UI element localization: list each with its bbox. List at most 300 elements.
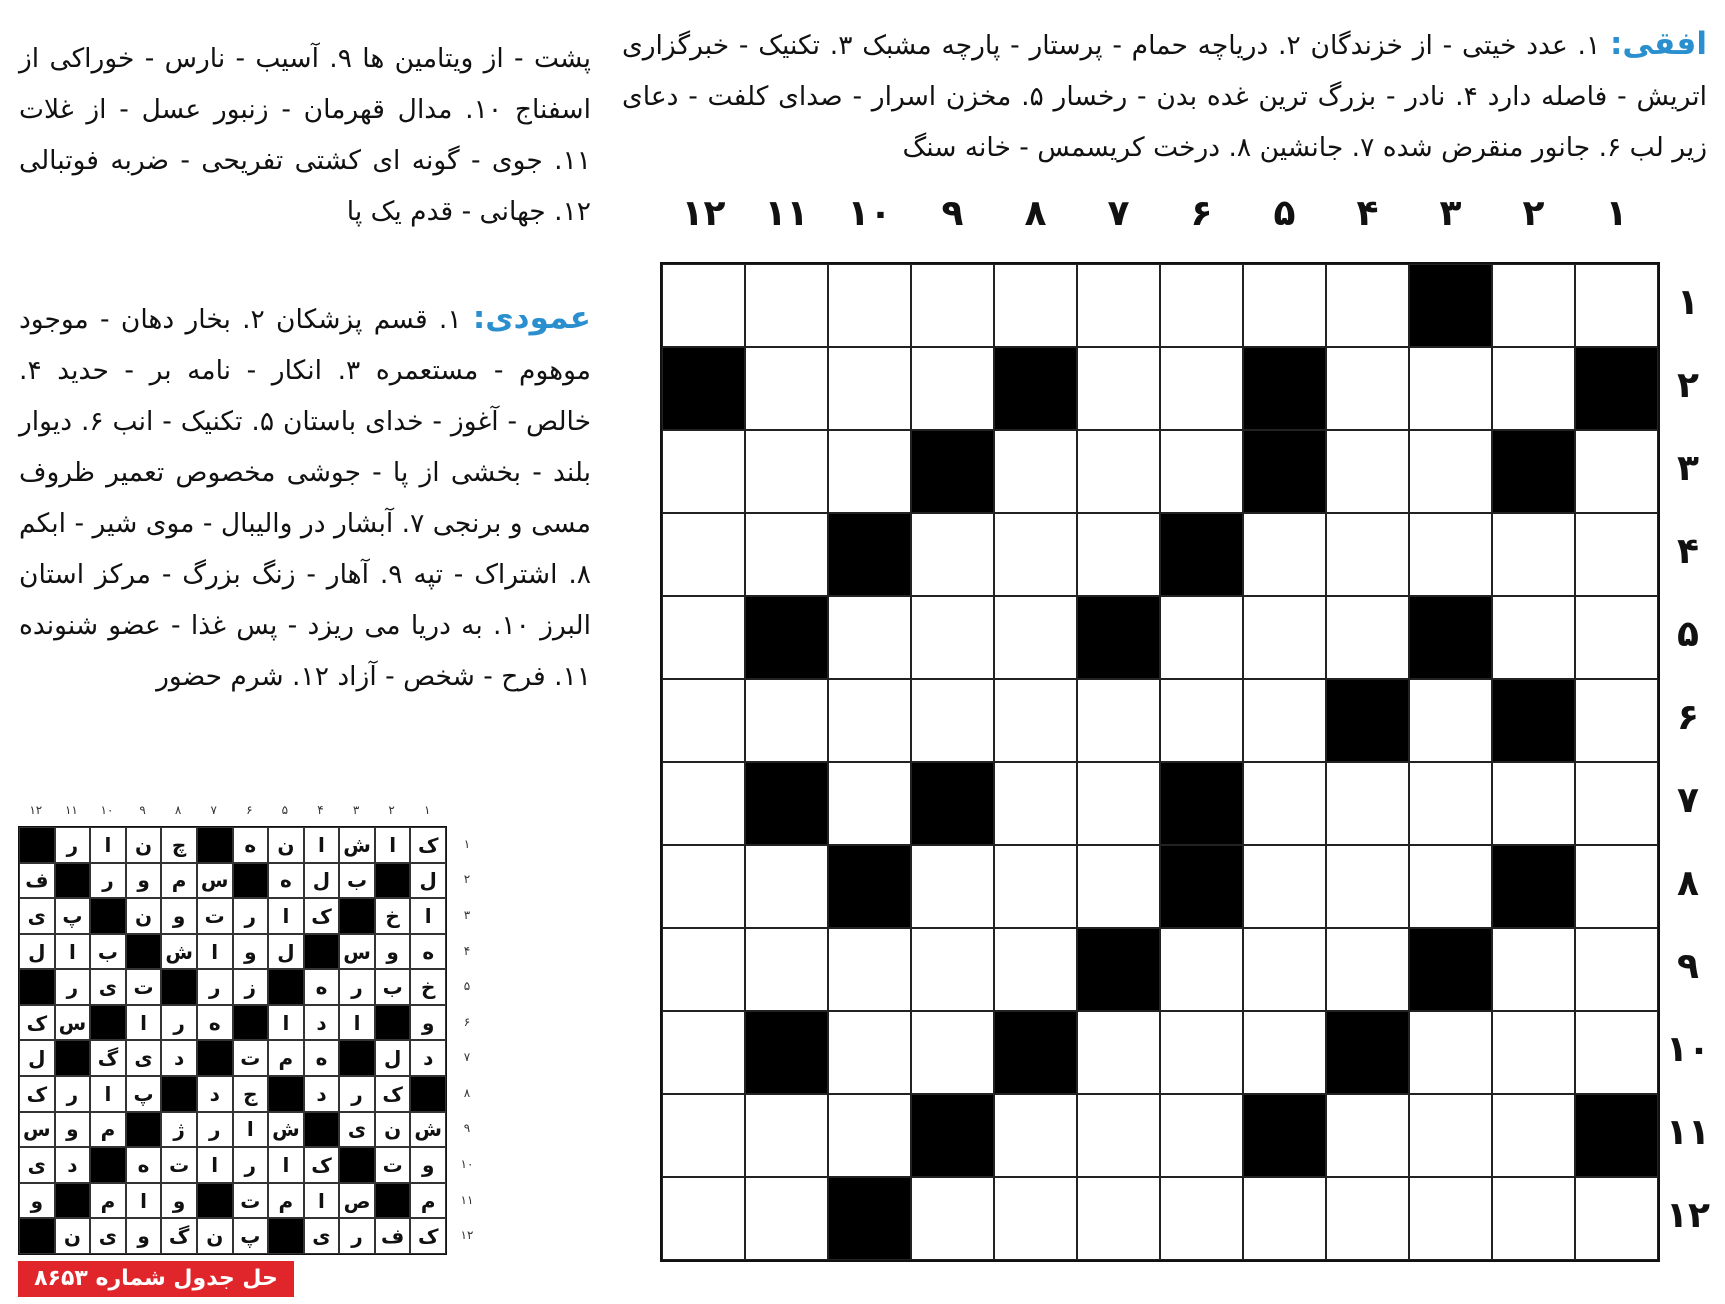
solution-cell: م (268, 1040, 304, 1076)
row-number: ۵ (1677, 614, 1699, 655)
solution-cell: د (304, 1005, 340, 1041)
solution-cell: م (410, 1183, 446, 1219)
solution-cell: ا (268, 898, 304, 934)
row-number: ۷ (1677, 780, 1699, 821)
solution-cell: گ (161, 1218, 197, 1254)
black-cell (911, 1094, 994, 1177)
solution-row-number: ۳ (463, 907, 471, 922)
grid-cell[interactable] (911, 845, 994, 928)
solution-cell: ک (410, 1218, 446, 1254)
black-cell (745, 596, 828, 679)
solution-column-number: ۱ (423, 803, 431, 817)
grid-cell[interactable] (662, 1094, 745, 1177)
grid-cell[interactable] (994, 1177, 1077, 1260)
solution-cell: و (126, 863, 162, 899)
across-clues (622, 19, 1707, 173)
black-cell (1326, 679, 1409, 762)
black-cell (1409, 928, 1492, 1011)
grid-cell[interactable] (1575, 1011, 1658, 1094)
solution-cell: ت (126, 969, 162, 1005)
grid-cell[interactable] (745, 513, 828, 596)
grid-cell[interactable] (1575, 845, 1658, 928)
column-number: ۵ (1273, 193, 1296, 234)
solution-cell: و (161, 1183, 197, 1219)
solution-black-cell (90, 898, 126, 934)
row-number: ۱۱ (1666, 1112, 1710, 1153)
grid-cell[interactable] (1243, 928, 1326, 1011)
solution-column-number: ۸ (174, 803, 182, 817)
grid-cell[interactable] (994, 845, 1077, 928)
column-number: ۱۱ (764, 193, 809, 234)
solution-row-number: ۲ (463, 872, 471, 887)
grid-cell[interactable] (1409, 1177, 1492, 1260)
grid-cell[interactable] (1409, 845, 1492, 928)
grid-cell[interactable] (828, 264, 911, 347)
solution-cell: ر (233, 1147, 269, 1183)
solution-cell: و (55, 1112, 91, 1148)
grid-cell[interactable] (1077, 264, 1160, 347)
grid-cell[interactable] (1160, 1094, 1243, 1177)
grid-cell[interactable] (1409, 762, 1492, 845)
down-text: ۱. قسم پزشکان ۲. بخار دهان - موجود موهوم - مستعمره ۳. انکار - نامه بر - حدید ۴. خالص - آغوز - خدای باستان ۵. تکنیک - انب ۶. دیوار بلند - بخشی از پا - جوشی مخصوص تعمیر ظروف مسی و برنجی ۷. آبشار در والیبال - موی شیر - ابکم ۸. اشتراک - تپه ۹. آهار - زنگ بزرگ - مرکز استان البرز ۱۰. به دریا می ریزد - پس غذا - عضو شنونده ۱۱. فرح - شخص - آزاد ۱۲. شرم حضور (19, 304, 592, 692)
grid-cell[interactable] (1160, 1177, 1243, 1260)
solution-column-number: ۱۲ (29, 803, 43, 817)
solution-cell: ا (233, 1112, 269, 1148)
grid-cell[interactable] (1575, 679, 1658, 762)
solution-black-cell (126, 934, 162, 970)
solution-cell: ک (304, 898, 340, 934)
across-text: ۱. عدد خیتی - از خزندگان ۲. دریاچه حمام - پرستار - پارچه مشبک ۳. تکنیک - خبرگزاری اتریش - فاصله دارد ۴. نادر - بزرگ ترین غده بدن - رخسار ۵. مخزن اسرار - صدای کلفت - دعای زیر لب ۶. جانور منقرض شده ۷. جانشین ۸. درخت کریسمس - خانه سنگ (622, 30, 1707, 163)
solution-black-cell (55, 863, 91, 899)
solution-cell: ن (197, 1218, 233, 1254)
solution-row-number: ۸ (463, 1085, 471, 1100)
black-cell (1409, 596, 1492, 679)
solution-cell: ا (55, 934, 91, 970)
black-cell (911, 762, 994, 845)
grid-cell[interactable] (1077, 1177, 1160, 1260)
black-cell (828, 513, 911, 596)
solution-cell: ا (339, 1005, 375, 1041)
solution-cell: ی (90, 1218, 126, 1254)
solution-cell: ج (233, 1076, 269, 1112)
grid-cell[interactable] (1575, 596, 1658, 679)
solution-cell: ل (19, 934, 55, 970)
solution-black-cell (55, 1040, 91, 1076)
across-clues-continued: پشت - از ویتامین ها ۹. آسیب - نارس - خوراکی از اسفناج ۱۰. مدال قهرمان - زنبور عسل - از غلات ۱۱. جوی - گونه ای کشتی تفریحی - ضربه فوتبالی ۱۲. جهانی - قدم یک پا (19, 43, 591, 227)
solution-column-number: ۷ (210, 803, 217, 817)
grid-cell[interactable] (994, 762, 1077, 845)
grid-cell[interactable] (1160, 679, 1243, 762)
solution-cell: ن (126, 898, 162, 934)
grid-cell[interactable] (1326, 596, 1409, 679)
solution-cell: خ (375, 898, 411, 934)
column-number: ۹ (941, 193, 964, 234)
grid-cell[interactable] (1492, 1177, 1575, 1260)
solution-column-number: ۶ (246, 803, 253, 817)
grid-cell[interactable] (1575, 513, 1658, 596)
solution-black-cell (55, 1183, 91, 1219)
solution-cell: ف (375, 1218, 411, 1254)
solution-cell: ک (375, 1076, 411, 1112)
black-cell (662, 347, 745, 430)
black-cell (1409, 264, 1492, 347)
solution-cell: ب (90, 934, 126, 970)
solution-black-cell (268, 969, 304, 1005)
solution-cell: و (161, 898, 197, 934)
grid-cell[interactable] (662, 762, 745, 845)
solution-cell: ل (19, 1040, 55, 1076)
grid-cell[interactable] (1575, 762, 1658, 845)
grid-cell[interactable] (1243, 845, 1326, 928)
grid-cell[interactable] (1492, 596, 1575, 679)
row-number: ۴ (1677, 531, 1699, 572)
solution-cell: ا (90, 1076, 126, 1112)
grid-cell[interactable] (1409, 679, 1492, 762)
solution-row-number: ۱۱ (460, 1192, 474, 1207)
solution-cell: و (233, 934, 269, 970)
grid-cell[interactable] (994, 513, 1077, 596)
grid-cell[interactable] (1326, 430, 1409, 513)
grid-cell[interactable] (1077, 1094, 1160, 1177)
grid-cell[interactable] (1575, 264, 1658, 347)
solution-cell: گ (90, 1040, 126, 1076)
solution-cell: ک (19, 1005, 55, 1041)
solution-black-cell (375, 1183, 411, 1219)
solution-black-cell (410, 1076, 446, 1112)
grid-cell[interactable] (828, 596, 911, 679)
black-cell (828, 845, 911, 928)
black-cell (1326, 1011, 1409, 1094)
solution-cell: ن (55, 1218, 91, 1254)
solution-cell: ر (55, 1076, 91, 1112)
grid-cell[interactable] (1243, 264, 1326, 347)
solution-column-number: ۱۱ (64, 803, 78, 817)
grid-cell[interactable] (1492, 264, 1575, 347)
grid-cell[interactable] (1326, 845, 1409, 928)
solution-cell: ی (339, 1112, 375, 1148)
column-number: ۲ (1522, 193, 1545, 234)
solution-black-cell (161, 969, 197, 1005)
grid-cell[interactable] (1077, 845, 1160, 928)
grid-cell[interactable] (1326, 513, 1409, 596)
grid-cell[interactable] (1160, 596, 1243, 679)
grid-cell[interactable] (1160, 430, 1243, 513)
solution-cell: د (410, 1040, 446, 1076)
solution-label: حل جدول شماره ۸۶۵۳ (18, 1261, 294, 1297)
solution-cell: ر (161, 1005, 197, 1041)
solution-cell: پ (55, 898, 91, 934)
solution-cell: س (339, 934, 375, 970)
grid-cell[interactable] (1409, 347, 1492, 430)
column-number: ۷ (1107, 193, 1130, 234)
grid-cell[interactable] (662, 264, 745, 347)
column-number: ۶ (1190, 193, 1213, 234)
solution-cell: د (304, 1076, 340, 1112)
black-cell (1160, 513, 1243, 596)
grid-cell[interactable] (911, 596, 994, 679)
grid-cell[interactable] (1077, 1011, 1160, 1094)
grid-cell[interactable] (1492, 928, 1575, 1011)
grid-cell[interactable] (745, 845, 828, 928)
grid-cell[interactable] (994, 1094, 1077, 1177)
grid-cell[interactable] (1492, 513, 1575, 596)
solution-cell: ن (268, 827, 304, 863)
row-number: ۳ (1677, 448, 1699, 489)
solution-row-number: ۱۲ (460, 1228, 474, 1243)
black-cell (1492, 845, 1575, 928)
grid-cell[interactable] (994, 928, 1077, 1011)
grid-cell[interactable] (1077, 430, 1160, 513)
crossword-grid (660, 262, 1660, 1262)
grid-cell[interactable] (1077, 513, 1160, 596)
solution-cell: ن (126, 827, 162, 863)
solution-cell: ر (197, 1112, 233, 1148)
solution-cell: ا (268, 1005, 304, 1041)
grid-cell[interactable] (745, 347, 828, 430)
grid-cell[interactable] (911, 347, 994, 430)
solution-black-cell (233, 863, 269, 899)
column-number: ۳ (1439, 193, 1462, 234)
grid-cell[interactable] (828, 1011, 911, 1094)
solution-cell: ا (90, 827, 126, 863)
solution-cell: و (375, 934, 411, 970)
grid-cell[interactable] (1243, 1177, 1326, 1260)
solution-black-cell (375, 863, 411, 899)
solution-cell: ص (339, 1183, 375, 1219)
grid-cell[interactable] (828, 1094, 911, 1177)
row-number: ۸ (1677, 863, 1699, 904)
black-cell (911, 430, 994, 513)
column-number: ۱۲ (681, 193, 726, 234)
solution-cell: ا (410, 898, 446, 934)
solution-cell: ر (55, 969, 91, 1005)
solution-cell: ر (55, 827, 91, 863)
black-cell (745, 762, 828, 845)
grid-cell[interactable] (1409, 1094, 1492, 1177)
grid-cell[interactable] (662, 928, 745, 1011)
grid-cell[interactable] (1077, 347, 1160, 430)
grid-cell[interactable] (662, 1011, 745, 1094)
solution-cell: ش (410, 1112, 446, 1148)
solution-column-numbers (18, 803, 445, 819)
solution-cell: ه (410, 934, 446, 970)
solution-cell: ر (90, 863, 126, 899)
grid-cell[interactable] (1492, 762, 1575, 845)
solution-row-number: ۴ (463, 943, 471, 958)
grid-cell[interactable] (1492, 1011, 1575, 1094)
solution-cell: ر (339, 1076, 375, 1112)
grid-cell[interactable] (662, 845, 745, 928)
grid-cell[interactable] (828, 762, 911, 845)
grid-cell[interactable] (1077, 679, 1160, 762)
solution-cell: ب (375, 969, 411, 1005)
down-clues (19, 293, 591, 702)
black-cell (1160, 762, 1243, 845)
down-heading: عمودی: (472, 300, 591, 336)
solution-black-cell (90, 1147, 126, 1183)
grid-cell[interactable] (911, 928, 994, 1011)
grid-cell[interactable] (662, 596, 745, 679)
solution-cell: ک (410, 827, 446, 863)
solution-cell: ر (197, 969, 233, 1005)
grid-cell[interactable] (1409, 513, 1492, 596)
grid-cell[interactable] (1326, 1094, 1409, 1177)
grid-cell[interactable] (745, 264, 828, 347)
solution-cell: ا (126, 1183, 162, 1219)
solution-cell: ه (126, 1147, 162, 1183)
column-number: ۸ (1024, 193, 1047, 234)
grid-cell[interactable] (1492, 1094, 1575, 1177)
solution-column-number: ۵ (281, 803, 289, 817)
grid-cell[interactable] (745, 430, 828, 513)
solution-cell: د (197, 1076, 233, 1112)
solution-cell: ی (90, 969, 126, 1005)
grid-cell[interactable] (1160, 264, 1243, 347)
solution-cell: م (90, 1112, 126, 1148)
solution-cell: ر (339, 969, 375, 1005)
black-cell (994, 347, 1077, 430)
grid-cell[interactable] (1326, 264, 1409, 347)
solution-cell: ل (304, 863, 340, 899)
solution-black-cell (304, 934, 340, 970)
solution-cell: و (410, 1005, 446, 1041)
solution-cell: ا (268, 1147, 304, 1183)
grid-cell[interactable] (1160, 928, 1243, 1011)
grid-cell[interactable] (1243, 679, 1326, 762)
solution-cell: ت (375, 1147, 411, 1183)
black-cell (1243, 347, 1326, 430)
column-number: ۱۰ (847, 193, 892, 234)
grid-cell[interactable] (828, 928, 911, 1011)
solution-cell: و (19, 1183, 55, 1219)
grid-cell[interactable] (1243, 762, 1326, 845)
grid-cell[interactable] (1575, 430, 1658, 513)
grid-cell[interactable] (828, 347, 911, 430)
solution-cell: ک (19, 1076, 55, 1112)
grid-cell[interactable] (662, 513, 745, 596)
solution-cell: س (55, 1005, 91, 1041)
solution-cell: ل (268, 934, 304, 970)
grid-cell[interactable] (1326, 1177, 1409, 1260)
solution-black-cell (339, 1040, 375, 1076)
grid-cell[interactable] (994, 679, 1077, 762)
solution-cell: ه (197, 1005, 233, 1041)
solution-cell: خ (410, 969, 446, 1005)
solution-cell: س (19, 1112, 55, 1148)
solution-cell: ن (375, 1112, 411, 1148)
solution-cell: م (90, 1183, 126, 1219)
solution-cell: پ (126, 1076, 162, 1112)
grid-cell[interactable] (1575, 1177, 1658, 1260)
solution-cell: ی (19, 1147, 55, 1183)
grid-cell[interactable] (1160, 347, 1243, 430)
grid-cell[interactable] (1409, 430, 1492, 513)
black-cell (1492, 430, 1575, 513)
solution-row-number: ۹ (463, 1121, 471, 1136)
grid-cell[interactable] (1326, 928, 1409, 1011)
grid-cell[interactable] (662, 1177, 745, 1260)
grid-cell[interactable] (745, 1094, 828, 1177)
solution-row-number: ۶ (463, 1014, 471, 1029)
solution-cell: ل (410, 863, 446, 899)
solution-column-number: ۱۰ (100, 803, 114, 817)
row-number: ۶ (1677, 697, 1699, 738)
solution-black-cell (19, 827, 55, 863)
grid-cell[interactable] (994, 596, 1077, 679)
solution-cell: ه (304, 1040, 340, 1076)
grid-cell[interactable] (1326, 347, 1409, 430)
grid-cell[interactable] (911, 679, 994, 762)
solution-cell: ا (304, 827, 340, 863)
solution-cell: ش (339, 827, 375, 863)
solution-cell: د (161, 1040, 197, 1076)
solution-cell: م (161, 863, 197, 899)
solution-cell: ژ (161, 1112, 197, 1148)
grid-cell[interactable] (1575, 928, 1658, 1011)
grid-cell[interactable] (828, 679, 911, 762)
solution-row-numbers (452, 826, 482, 1253)
column-number: ۱ (1605, 193, 1628, 234)
solution-row-number: ۱ (463, 836, 471, 851)
solution-cell: ک (304, 1147, 340, 1183)
grid-cell[interactable] (1409, 1011, 1492, 1094)
grid-cell[interactable] (745, 928, 828, 1011)
grid-cell[interactable] (828, 430, 911, 513)
solution-cell: ی (126, 1040, 162, 1076)
grid-cell[interactable] (662, 679, 745, 762)
solution-cell: ف (19, 863, 55, 899)
row-number: ۲ (1677, 365, 1699, 406)
grid-cell[interactable] (662, 430, 745, 513)
solution-cell: م (268, 1183, 304, 1219)
solution-cell: ت (197, 898, 233, 934)
grid-cell[interactable] (994, 430, 1077, 513)
grid-cell[interactable] (911, 264, 994, 347)
grid-cell[interactable] (911, 1177, 994, 1260)
grid-cell[interactable] (911, 513, 994, 596)
black-cell (1575, 347, 1658, 430)
solution-black-cell (268, 1076, 304, 1112)
grid-cell[interactable] (1492, 347, 1575, 430)
solution-cell: ا (197, 1147, 233, 1183)
solution-cell: و (410, 1147, 446, 1183)
grid-cell[interactable] (1326, 762, 1409, 845)
grid-cell[interactable] (745, 679, 828, 762)
solution-cell: چ (161, 827, 197, 863)
grid-cell[interactable] (911, 1011, 994, 1094)
solution-cell: ر (339, 1218, 375, 1254)
solution-row-number: ۵ (463, 979, 471, 994)
solution-cell: ت (233, 1040, 269, 1076)
solution-cell: ه (233, 827, 269, 863)
black-cell (828, 1177, 911, 1260)
solution-black-cell (197, 1183, 233, 1219)
solution-cell: ه (268, 863, 304, 899)
grid-cell[interactable] (745, 1177, 828, 1260)
black-cell (1575, 1094, 1658, 1177)
grid-cell[interactable] (1243, 513, 1326, 596)
solution-cell: ه (304, 969, 340, 1005)
grid-cell[interactable] (1077, 762, 1160, 845)
grid-cell[interactable] (1243, 1011, 1326, 1094)
black-cell (1077, 928, 1160, 1011)
solution-column-number: ۹ (139, 803, 146, 817)
grid-cell[interactable] (1160, 1011, 1243, 1094)
solution-cell: س (197, 863, 233, 899)
grid-cell[interactable] (994, 264, 1077, 347)
row-number: ۱۲ (1666, 1195, 1710, 1236)
grid-cell[interactable] (1243, 596, 1326, 679)
